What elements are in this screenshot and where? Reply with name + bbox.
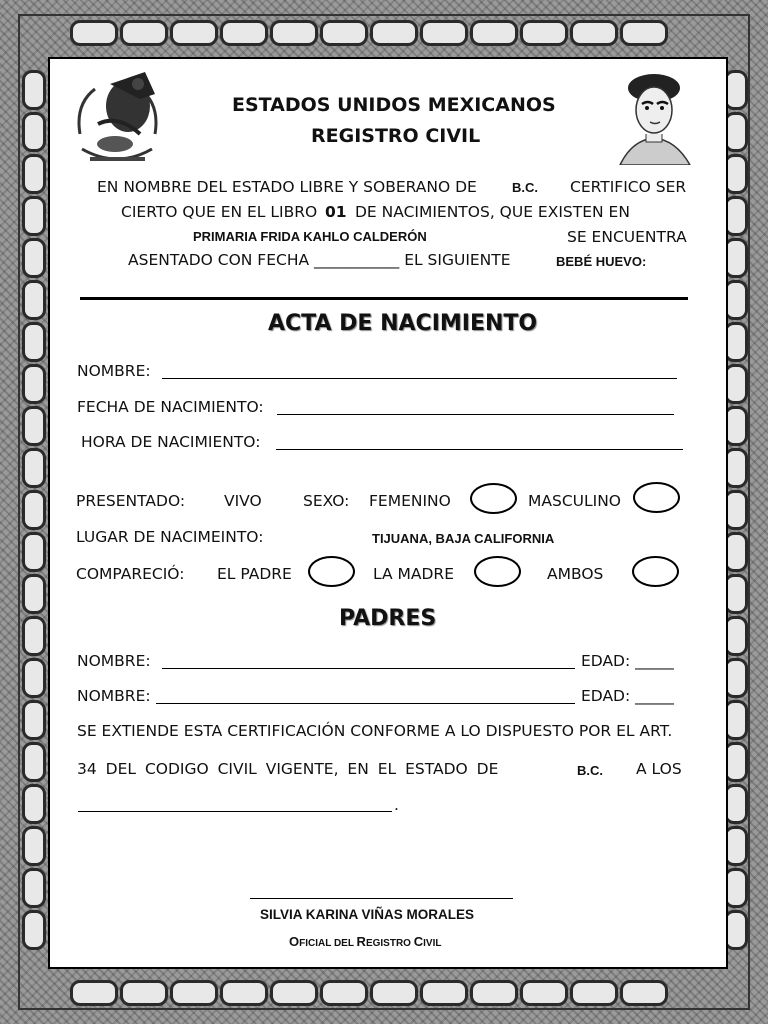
document-title: ACTA DE NACIMIENTO [268,311,538,336]
label-hora: HORA DE NACIMIENTO: [81,433,261,451]
checkbox-madre[interactable] [474,556,521,587]
mexican-coat-of-arms-icon [60,64,175,174]
intro-text-4: DE NACIMIENTOS, QUE EXISTEN EN [355,203,630,221]
checkbox-masculino[interactable] [633,482,680,513]
signature-name: SILVIA KARINA VIÑAS MORALES [260,907,475,922]
label-madre: LA MADRE [373,565,454,583]
label-fecha: FECHA DE NACIMIENTO: [77,398,264,416]
intro-text-5: SE ENCUENTRA [567,228,687,246]
header-registry: REGISTRO CIVIL [311,125,481,147]
checkbox-padre[interactable] [308,556,355,587]
signature-role: OFICIAL DEL REGISTRO CIVIL [289,934,442,949]
certification-line-2: 34 DEL CODIGO CIVIL VIGENTE, EN EL ESTADO DE [77,760,499,778]
header-divider [80,297,688,300]
intro-libro: 01 [325,203,347,221]
input-nombre[interactable] [162,378,677,379]
label-ambos: AMBOS [547,565,604,583]
certification-period: . [394,796,399,814]
intro-state: B.C. [512,180,538,195]
input-padre-nombre-2[interactable] [156,703,575,704]
input-date[interactable] [78,811,392,812]
input-hora[interactable] [276,449,683,450]
label-sexo: SEXO: [303,492,350,510]
intro-subject: BEBÉ HUEVO: [556,254,647,269]
border-fret-top [70,20,668,46]
label-vivo: VIVO [224,492,262,510]
intro-text-1: EN NOMBRE DEL ESTADO LIBRE Y SOBERANO DE [97,178,477,196]
label-nombre: NOMBRE: [77,362,151,380]
checkbox-ambos[interactable] [632,556,679,587]
intro-text-6: ASENTADO CON FECHA ___________ EL SIGUIENTE [128,251,511,269]
label-lugar: LUGAR DE NACIMEINTO: [76,528,264,546]
label-padre-nombre-2: NOMBRE: [77,687,151,705]
intro-text-3: CIERTO QUE EN EL LIBRO [121,203,318,221]
border-fret-left [22,70,46,950]
certification-line-1: SE EXTIENDE ESTA CERTIFICACIÓN CONFORME A LO DISPUESTO POR EL ART. [77,722,673,740]
label-edad-1: EDAD: _____ [581,652,674,670]
label-comparecio: COMPARECIÓ: [76,565,185,583]
label-edad-2: EDAD: _____ [581,687,674,705]
label-padre-nombre-1: NOMBRE: [77,652,151,670]
certification-a-los: A LOS [636,760,682,778]
label-padre: EL PADRE [217,565,292,583]
label-presentado: PRESENTADO: [76,492,186,510]
label-femenino: FEMENINO [369,492,451,510]
border-fret-bottom [70,980,668,1006]
header-country: ESTADOS UNIDOS MEXICANOS [232,94,556,116]
frida-kahlo-portrait [612,70,697,165]
input-padre-nombre-1[interactable] [162,668,575,669]
lugar-value: TIJUANA, BAJA CALIFORNIA [372,531,555,546]
label-masculino: MASCULINO [528,492,621,510]
intro-school: PRIMARIA FRIDA KAHLO CALDERÓN [193,229,427,244]
checkbox-femenino[interactable] [470,483,517,514]
input-fecha[interactable] [277,414,674,415]
signature-line [250,898,513,899]
padres-title: PADRES [339,606,437,631]
certification-state: B.C. [577,763,603,778]
intro-text-2: CERTIFICO SER [570,178,687,196]
